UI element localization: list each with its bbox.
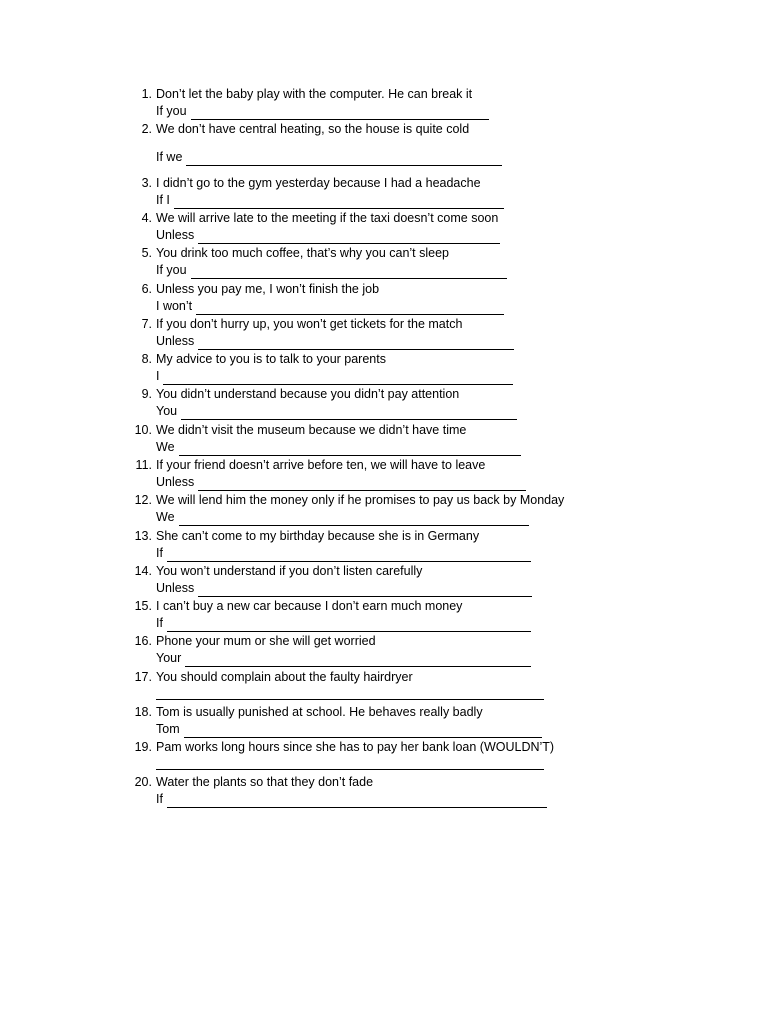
answer-lead: Your: [156, 651, 182, 665]
item-number: 2.: [141, 122, 152, 136]
item-number: 17.: [134, 670, 152, 684]
item-number: 20.: [134, 775, 152, 789]
answer-line: [156, 545, 531, 562]
answer-blank[interactable]: [191, 265, 507, 279]
answer-lead: If we: [156, 150, 183, 164]
answer-lead: If I: [156, 193, 170, 207]
answer-line: [156, 298, 504, 315]
item-prompt: We didn’t visit the museum because we didn’t have time: [156, 423, 467, 437]
item-prompt: Unless you pay me, I won’t finish the job: [156, 282, 380, 296]
item-number: 10.: [134, 423, 152, 437]
answer-line: [156, 227, 500, 244]
item-number: 5.: [141, 246, 152, 260]
item-prompt: Tom is usually punished at school. He behaves really badly: [156, 705, 483, 719]
item-prompt: If you don’t hurry up, you won’t get tickets for the match: [156, 317, 463, 331]
item-number: 6.: [141, 282, 152, 296]
answer-line: [156, 686, 544, 700]
answer-line: [156, 439, 521, 456]
answer-line: [156, 368, 513, 385]
answer-lead: Tom: [156, 722, 180, 736]
answer-lead: Unless: [156, 475, 195, 489]
answer-lead: If you: [156, 263, 187, 277]
item-number: 12.: [134, 493, 152, 507]
answer-line: [156, 615, 531, 632]
answer-lead: Unless: [156, 581, 195, 595]
answer-lead: You: [156, 404, 178, 418]
answer-blank[interactable]: [179, 442, 521, 456]
item-number: 15.: [134, 599, 152, 613]
item-prompt: You didn’t understand because you didn’t pay attention: [156, 387, 460, 401]
answer-blank[interactable]: [185, 653, 531, 667]
answer-lead: If: [156, 616, 163, 630]
answer-blank[interactable]: [198, 230, 500, 244]
answer-lead: I won’t: [156, 299, 193, 313]
item-prompt: We will arrive late to the meeting if the taxi doesn’t come soon: [156, 211, 499, 225]
answer-lead: If: [156, 792, 163, 806]
answer-blank[interactable]: [163, 371, 513, 385]
answer-line: [156, 333, 514, 350]
answer-blank[interactable]: [196, 301, 504, 315]
item-prompt: Pam works long hours since she has to pay her bank loan (WOULDN’T): [156, 740, 555, 754]
answer-lead: If: [156, 546, 163, 560]
answer-blank[interactable]: [191, 106, 489, 120]
answer-line: [156, 403, 517, 420]
item-prompt: You should complain about the faulty hairdryer: [156, 670, 413, 684]
item-prompt: We will lend him the money only if he promises to pay us back by Monday: [156, 493, 565, 507]
answer-line: [156, 509, 529, 526]
answer-blank[interactable]: [184, 724, 542, 738]
item-number: 8.: [141, 352, 152, 366]
item-number: 18.: [134, 705, 152, 719]
item-number: 14.: [134, 564, 152, 578]
item-number: 4.: [141, 211, 152, 225]
answer-blank[interactable]: [181, 406, 517, 420]
answer-blank[interactable]: [156, 756, 544, 770]
item-prompt: My advice to you is to talk to your parents: [156, 352, 386, 366]
item-prompt: You won’t understand if you don’t listen carefully: [156, 564, 423, 578]
answer-line: [156, 756, 544, 770]
answer-lead: Unless: [156, 228, 195, 242]
item-prompt: We don’t have central heating, so the house is quite cold: [156, 122, 470, 136]
item-number: 9.: [141, 387, 152, 401]
answer-line: [156, 192, 504, 209]
item-number: 13.: [134, 529, 152, 543]
item-number: 19.: [134, 740, 152, 754]
item-prompt: She can’t come to my birthday because she is in Germany: [156, 529, 480, 543]
answer-lead: Unless: [156, 334, 195, 348]
answer-blank[interactable]: [167, 548, 531, 562]
answer-blank[interactable]: [167, 794, 547, 808]
answer-lead: If you: [156, 104, 187, 118]
item-number: 3.: [141, 176, 152, 190]
answer-blank[interactable]: [179, 512, 529, 526]
answer-blank[interactable]: [167, 618, 531, 632]
answer-lead: We: [156, 510, 175, 524]
answer-blank[interactable]: [174, 195, 504, 209]
answer-line: [156, 474, 526, 491]
answer-blank[interactable]: [198, 583, 532, 597]
item-prompt: I didn’t go to the gym yesterday because I had a headache: [156, 176, 481, 190]
answer-lead: We: [156, 440, 175, 454]
item-prompt: Phone your mum or she will get worried: [156, 634, 376, 648]
answer-blank[interactable]: [198, 336, 514, 350]
item-prompt: I can’t buy a new car because I don’t earn much money: [156, 599, 463, 613]
answer-lead: I: [156, 369, 160, 383]
item-prompt: You drink too much coffee, that’s why you can’t sleep: [156, 246, 450, 260]
item-number: 16.: [134, 634, 152, 648]
item-number: 1.: [141, 87, 152, 101]
answer-line: [156, 650, 531, 667]
answer-line: [156, 103, 489, 120]
item-prompt: Don’t let the baby play with the computer. He can break it: [156, 87, 473, 101]
answer-blank[interactable]: [186, 152, 502, 166]
answer-line: [156, 721, 542, 738]
item-prompt: Water the plants so that they don’t fade: [156, 775, 374, 789]
answer-line: [156, 262, 507, 279]
answer-blank[interactable]: [198, 477, 526, 491]
item-prompt: If your friend doesn’t arrive before ten, we will have to leave: [156, 458, 486, 472]
item-number: 7.: [141, 317, 152, 331]
item-number: 11.: [135, 458, 152, 472]
answer-blank[interactable]: [156, 686, 544, 700]
answer-line: [156, 791, 547, 808]
answer-line: [156, 580, 532, 597]
answer-line: [156, 149, 502, 166]
